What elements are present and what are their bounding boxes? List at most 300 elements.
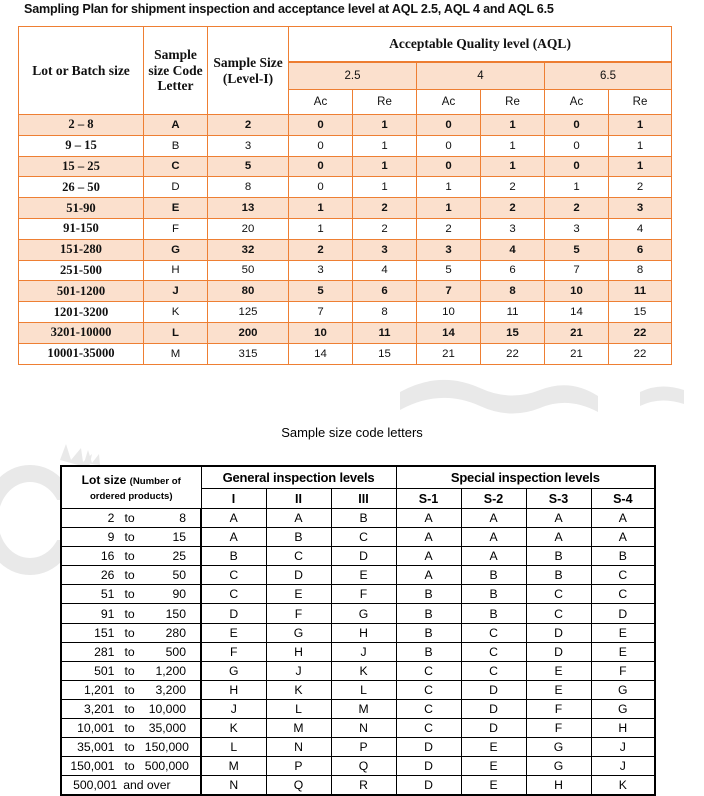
cell-lot-size-range <box>61 566 201 585</box>
cell-sample-size: 13 <box>208 198 289 219</box>
cell-ac-2-5: 7 <box>289 302 353 323</box>
cell-re-4: 1 <box>481 135 545 156</box>
range-separator: to <box>124 759 135 774</box>
cell-level-s2: C <box>461 642 526 661</box>
cell-level-ii: Q <box>266 776 331 795</box>
table-row <box>61 528 655 547</box>
cell-re-6-5: 22 <box>609 343 672 364</box>
cell-sample-size: 50 <box>208 260 289 281</box>
cell-lot-size-range <box>61 661 201 680</box>
aql-sampling-plan-table <box>18 26 672 365</box>
range-to: 35,000 <box>148 721 186 736</box>
header-level-s4: S-4 <box>591 489 655 509</box>
cell-level-s4: G <box>591 680 655 699</box>
table-row <box>61 738 655 757</box>
cell-lot-size-range <box>61 623 201 642</box>
header-aql-group: Acceptable Quality level (AQL) <box>289 27 672 63</box>
table-row <box>61 680 655 699</box>
table-row <box>61 642 655 661</box>
cell-ac-6-5: 0 <box>545 115 609 136</box>
cell-level-s4: B <box>591 547 655 566</box>
cell-sample-size: 8 <box>208 177 289 198</box>
cell-ac-2-5: 1 <box>289 198 353 219</box>
cell-level-i: E <box>201 623 266 642</box>
cell-lot-size-range <box>61 680 201 699</box>
cell-lot-size: 251-500 <box>19 260 144 281</box>
cell-level-s3: E <box>526 680 591 699</box>
cell-sample-size: 32 <box>208 239 289 260</box>
cell-level-i: C <box>201 585 266 604</box>
cell-level-s3: G <box>526 757 591 776</box>
cell-code-letter: A <box>144 115 208 136</box>
cell-level-s2: D <box>461 699 526 718</box>
cell-level-s3: D <box>526 642 591 661</box>
cell-ac-4: 14 <box>417 322 481 343</box>
cell-level-iii: P <box>331 738 396 757</box>
range-separator: to <box>124 740 135 755</box>
cell-level-s1: A <box>396 528 461 547</box>
table-row <box>19 322 672 343</box>
cell-ac-6-5: 2 <box>545 198 609 219</box>
cell-ac-6-5: 3 <box>545 218 609 239</box>
cell-code-letter: E <box>144 198 208 219</box>
cell-level-s1: D <box>396 757 461 776</box>
cell-level-ii: F <box>266 604 331 623</box>
range-from: 10,001 <box>77 721 115 736</box>
cell-sample-size: 80 <box>208 281 289 302</box>
cell-lot-size-range <box>61 738 201 757</box>
cell-code-letter: G <box>144 239 208 260</box>
range-separator: to <box>124 644 135 659</box>
header-aql-6-5: 6.5 <box>545 62 672 90</box>
cell-code-letter: C <box>144 156 208 177</box>
cell-lot-size-range <box>61 585 201 604</box>
range-separator: to <box>124 549 135 564</box>
range-to: 280 <box>165 625 186 640</box>
header-special-inspection-levels: Special inspection levels <box>396 466 655 489</box>
cell-lot-size-range <box>61 547 201 566</box>
cell-lot-size-range <box>61 757 201 776</box>
cell-sample-size: 200 <box>208 322 289 343</box>
cell-level-s3: A <box>526 528 591 547</box>
cell-level-s4: D <box>591 604 655 623</box>
cell-ac-4: 3 <box>417 239 481 260</box>
cell-re-2-5: 6 <box>353 281 417 302</box>
cell-level-s1: D <box>396 738 461 757</box>
cell-level-s4: H <box>591 719 655 738</box>
cell-ac-4: 21 <box>417 343 481 364</box>
cell-code-letter: K <box>144 302 208 323</box>
cell-re-6-5: 22 <box>609 322 672 343</box>
range-to: 25 <box>172 549 186 564</box>
cell-re-2-5: 11 <box>353 322 417 343</box>
range-to: 500 <box>165 644 186 659</box>
cell-level-s2: A <box>461 528 526 547</box>
cell-re-6-5: 6 <box>609 239 672 260</box>
cell-re-2-5: 8 <box>353 302 417 323</box>
range-to: 8 <box>179 511 186 526</box>
range-separator: to <box>124 625 135 640</box>
cell-sample-size: 125 <box>208 302 289 323</box>
cell-sample-size: 5 <box>208 156 289 177</box>
table-row <box>19 239 672 260</box>
range-to: 500,000 <box>144 759 189 774</box>
cell-lot-size: 15 – 25 <box>19 156 144 177</box>
cell-level-s3: D <box>526 623 591 642</box>
table-row <box>61 604 655 623</box>
range-separator: to <box>124 606 135 621</box>
cell-lot-size: 26 – 50 <box>19 177 144 198</box>
range-from: 150,001 <box>70 759 115 774</box>
cell-ac-6-5: 7 <box>545 260 609 281</box>
cell-re-6-5: 1 <box>609 115 672 136</box>
table-row <box>61 623 655 642</box>
table-row <box>19 281 672 302</box>
cell-level-s1: B <box>396 604 461 623</box>
cell-level-iii: G <box>331 604 396 623</box>
range-separator: to <box>124 568 135 583</box>
cell-level-ii: J <box>266 661 331 680</box>
cell-level-ii: H <box>266 642 331 661</box>
table-row <box>61 585 655 604</box>
cell-level-s4: C <box>591 566 655 585</box>
cell-level-s1: B <box>396 623 461 642</box>
cell-level-i: N <box>201 776 266 795</box>
range-separator: and over <box>123 778 171 793</box>
code-letters-title: Sample size code letters <box>281 425 423 440</box>
cell-level-iii: L <box>331 680 396 699</box>
header-level-s3: S-3 <box>526 489 591 509</box>
cell-ac-4: 0 <box>417 135 481 156</box>
table-row <box>19 156 672 177</box>
cell-code-letter: F <box>144 218 208 239</box>
cell-lot-size-range <box>61 509 201 528</box>
range-to: 150 <box>165 606 186 621</box>
cell-level-iii: C <box>331 528 396 547</box>
sample-size-code-letters-table <box>60 465 656 796</box>
cell-level-s3: C <box>526 604 591 623</box>
cell-level-s1: C <box>396 680 461 699</box>
cell-level-i: J <box>201 699 266 718</box>
header-aql-4: 4 <box>417 62 545 90</box>
range-from: 51 <box>100 587 115 602</box>
cell-level-s1: A <box>396 566 461 585</box>
header-lot-size <box>61 466 201 509</box>
table-row <box>61 776 655 795</box>
cell-level-s4: E <box>591 642 655 661</box>
header-lot-or-batch-size: Lot or Batch size <box>19 27 144 115</box>
cell-level-s3: E <box>526 661 591 680</box>
cell-level-iii: K <box>331 661 396 680</box>
cell-level-iii: B <box>331 509 396 528</box>
cell-level-s3: F <box>526 699 591 718</box>
cell-ac-6-5: 0 <box>545 135 609 156</box>
range-from: 500,001 <box>73 778 118 793</box>
cell-level-s4: F <box>591 661 655 680</box>
cell-level-i: A <box>201 509 266 528</box>
cell-ac-6-5: 10 <box>545 281 609 302</box>
cell-level-s2: D <box>461 680 526 699</box>
cell-level-iii: J <box>331 642 396 661</box>
cell-ac-2-5: 0 <box>289 177 353 198</box>
cell-re-2-5: 3 <box>353 239 417 260</box>
cell-level-s3: A <box>526 509 591 528</box>
cell-level-i: B <box>201 547 266 566</box>
cell-re-4: 3 <box>481 218 545 239</box>
cell-level-s2: B <box>461 604 526 623</box>
cell-level-ii: M <box>266 719 331 738</box>
cell-code-letter: B <box>144 135 208 156</box>
cell-ac-6-5: 21 <box>545 322 609 343</box>
header-level-iii: III <box>331 489 396 509</box>
cell-level-s4: A <box>591 528 655 547</box>
cell-level-ii: K <box>266 680 331 699</box>
cell-level-s2: C <box>461 661 526 680</box>
range-separator: to <box>124 701 135 716</box>
cell-level-s4: E <box>591 623 655 642</box>
table-row <box>19 343 672 364</box>
range-from: 26 <box>100 568 115 583</box>
cell-re-2-5: 4 <box>353 260 417 281</box>
table-row <box>19 135 672 156</box>
cell-code-letter: H <box>144 260 208 281</box>
cell-level-ii: B <box>266 528 331 547</box>
table-row <box>19 260 672 281</box>
cell-re-4: 2 <box>481 177 545 198</box>
cell-lot-size: 2 – 8 <box>19 115 144 136</box>
cell-level-s4: K <box>591 776 655 795</box>
range-from: 501 <box>94 663 115 678</box>
cell-re-6-5: 3 <box>609 198 672 219</box>
range-from: 9 <box>107 530 115 545</box>
cell-sample-size: 2 <box>208 115 289 136</box>
header-re-1: Re <box>353 90 417 115</box>
cell-ac-4: 0 <box>417 115 481 136</box>
cell-level-s4: J <box>591 738 655 757</box>
cell-level-s3: G <box>526 738 591 757</box>
cell-re-4: 22 <box>481 343 545 364</box>
table-row <box>61 719 655 738</box>
cell-level-i: K <box>201 719 266 738</box>
cell-level-s2: B <box>461 585 526 604</box>
cell-level-iii: Q <box>331 757 396 776</box>
cell-lot-size-range <box>61 776 201 795</box>
cell-re-4: 6 <box>481 260 545 281</box>
cell-level-s2: D <box>461 719 526 738</box>
range-from: 281 <box>94 644 115 659</box>
cell-lot-size: 91-150 <box>19 218 144 239</box>
cell-level-i: C <box>201 566 266 585</box>
cell-level-s1: A <box>396 547 461 566</box>
table-row <box>61 566 655 585</box>
cell-level-s2: A <box>461 547 526 566</box>
range-from: 91 <box>100 606 115 621</box>
cell-sample-size: 20 <box>208 218 289 239</box>
header-re-2: Re <box>481 90 545 115</box>
table-row <box>61 699 655 718</box>
table-row <box>19 177 672 198</box>
header-re-3: Re <box>609 90 672 115</box>
cell-level-iii: H <box>331 623 396 642</box>
header-ac-3: Ac <box>545 90 609 115</box>
cell-lot-size: 501-1200 <box>19 281 144 302</box>
cell-ac-6-5: 0 <box>545 156 609 177</box>
cell-lot-size-range <box>61 699 201 718</box>
cell-lot-size-range <box>61 604 201 623</box>
cell-lot-size: 10001-35000 <box>19 343 144 364</box>
header-level-s1: S-1 <box>396 489 461 509</box>
range-separator: to <box>124 530 135 545</box>
table-row <box>19 302 672 323</box>
cell-level-s1: B <box>396 585 461 604</box>
cell-ac-2-5: 10 <box>289 322 353 343</box>
cell-level-i: H <box>201 680 266 699</box>
cell-lot-size-range <box>61 642 201 661</box>
cell-level-s3: C <box>526 585 591 604</box>
range-to: 3,200 <box>155 682 186 697</box>
range-to: 1,200 <box>155 663 186 678</box>
cell-level-s2: B <box>461 566 526 585</box>
cell-level-i: G <box>201 661 266 680</box>
cell-lot-size: 51-90 <box>19 198 144 219</box>
cell-lot-size-range <box>61 528 201 547</box>
cell-lot-size: 3201-10000 <box>19 322 144 343</box>
cell-ac-6-5: 5 <box>545 239 609 260</box>
cell-re-6-5: 8 <box>609 260 672 281</box>
cell-level-i: L <box>201 738 266 757</box>
cell-ac-2-5: 1 <box>289 218 353 239</box>
cell-code-letter: D <box>144 177 208 198</box>
range-to: 50 <box>172 568 186 583</box>
cell-level-s3: B <box>526 566 591 585</box>
cell-sample-size: 315 <box>208 343 289 364</box>
range-separator: to <box>124 511 135 526</box>
table-row <box>61 661 655 680</box>
page-title: Sampling Plan for shipment inspection and acceptance level at AQL 2.5, AQL 4 and AQL 6.5 <box>24 2 554 16</box>
range-from: 151 <box>94 625 115 640</box>
cell-sample-size: 3 <box>208 135 289 156</box>
header-ac-1: Ac <box>289 90 353 115</box>
cell-code-letter: M <box>144 343 208 364</box>
range-separator: to <box>124 721 135 736</box>
cell-level-iii: E <box>331 566 396 585</box>
header-level-ii: II <box>266 489 331 509</box>
cell-re-4: 15 <box>481 322 545 343</box>
cell-re-2-5: 1 <box>353 177 417 198</box>
cell-re-2-5: 1 <box>353 156 417 177</box>
cell-ac-2-5: 0 <box>289 115 353 136</box>
cell-ac-2-5: 0 <box>289 156 353 177</box>
cell-ac-6-5: 21 <box>545 343 609 364</box>
range-separator: to <box>124 587 135 602</box>
range-to: 90 <box>172 587 186 602</box>
cell-level-ii: A <box>266 509 331 528</box>
cell-re-4: 8 <box>481 281 545 302</box>
cell-re-2-5: 2 <box>353 218 417 239</box>
header-lot-size-sub1: (Number of <box>129 476 181 487</box>
range-to: 15 <box>172 530 186 545</box>
cell-level-s4: G <box>591 699 655 718</box>
range-from: 16 <box>100 549 115 564</box>
cell-level-i: A <box>201 528 266 547</box>
header-general-inspection-levels: General inspection levels <box>201 466 396 489</box>
cell-ac-2-5: 5 <box>289 281 353 302</box>
cell-ac-4: 1 <box>417 198 481 219</box>
cell-re-2-5: 2 <box>353 198 417 219</box>
cell-level-ii: P <box>266 757 331 776</box>
cell-re-6-5: 1 <box>609 156 672 177</box>
cell-level-s2: C <box>461 623 526 642</box>
table-row <box>19 115 672 136</box>
range-separator: to <box>124 682 135 697</box>
cell-re-4: 1 <box>481 156 545 177</box>
cell-ac-4: 1 <box>417 177 481 198</box>
cell-re-4: 11 <box>481 302 545 323</box>
header-ac-2: Ac <box>417 90 481 115</box>
cell-ac-2-5: 3 <box>289 260 353 281</box>
cell-level-s1: C <box>396 719 461 738</box>
header-level-s2: S-2 <box>461 489 526 509</box>
header-level-i: I <box>201 489 266 509</box>
cell-ac-2-5: 14 <box>289 343 353 364</box>
range-from: 35,001 <box>77 740 115 755</box>
cell-lot-size: 9 – 15 <box>19 135 144 156</box>
cell-code-letter: L <box>144 322 208 343</box>
cell-level-ii: E <box>266 585 331 604</box>
cell-level-s4: C <box>591 585 655 604</box>
table-row <box>61 757 655 776</box>
cell-level-iii: F <box>331 585 396 604</box>
cell-level-s2: A <box>461 509 526 528</box>
range-from: 1,201 <box>83 682 115 697</box>
cell-level-s1: B <box>396 642 461 661</box>
header-aql-2-5: 2.5 <box>289 62 417 90</box>
cell-level-ii: N <box>266 738 331 757</box>
cell-level-s1: C <box>396 699 461 718</box>
range-from: 2 <box>107 511 115 526</box>
cell-level-s2: E <box>461 738 526 757</box>
cell-lot-size: 151-280 <box>19 239 144 260</box>
cell-re-6-5: 1 <box>609 135 672 156</box>
cell-level-s1: C <box>396 661 461 680</box>
table-row <box>19 198 672 219</box>
cell-re-4: 1 <box>481 115 545 136</box>
range-to: 10,000 <box>148 701 186 716</box>
cell-re-2-5: 1 <box>353 115 417 136</box>
cell-level-s3: F <box>526 719 591 738</box>
cell-level-iii: M <box>331 699 396 718</box>
cell-re-4: 2 <box>481 198 545 219</box>
cell-ac-6-5: 14 <box>545 302 609 323</box>
header-lot-size-sub2: ordered products) <box>89 490 173 502</box>
cell-level-i: D <box>201 604 266 623</box>
range-to: 150,000 <box>144 740 189 755</box>
cell-ac-2-5: 0 <box>289 135 353 156</box>
cell-level-ii: L <box>266 699 331 718</box>
cell-re-6-5: 15 <box>609 302 672 323</box>
table-row <box>19 218 672 239</box>
cell-level-iii: N <box>331 719 396 738</box>
range-from: 3,201 <box>83 701 115 716</box>
cell-level-i: M <box>201 757 266 776</box>
cell-level-ii: G <box>266 623 331 642</box>
cell-ac-4: 7 <box>417 281 481 302</box>
cell-level-s4: A <box>591 509 655 528</box>
cell-level-s3: B <box>526 547 591 566</box>
cell-ac-4: 10 <box>417 302 481 323</box>
cell-level-iii: D <box>331 547 396 566</box>
range-separator: to <box>124 663 135 678</box>
